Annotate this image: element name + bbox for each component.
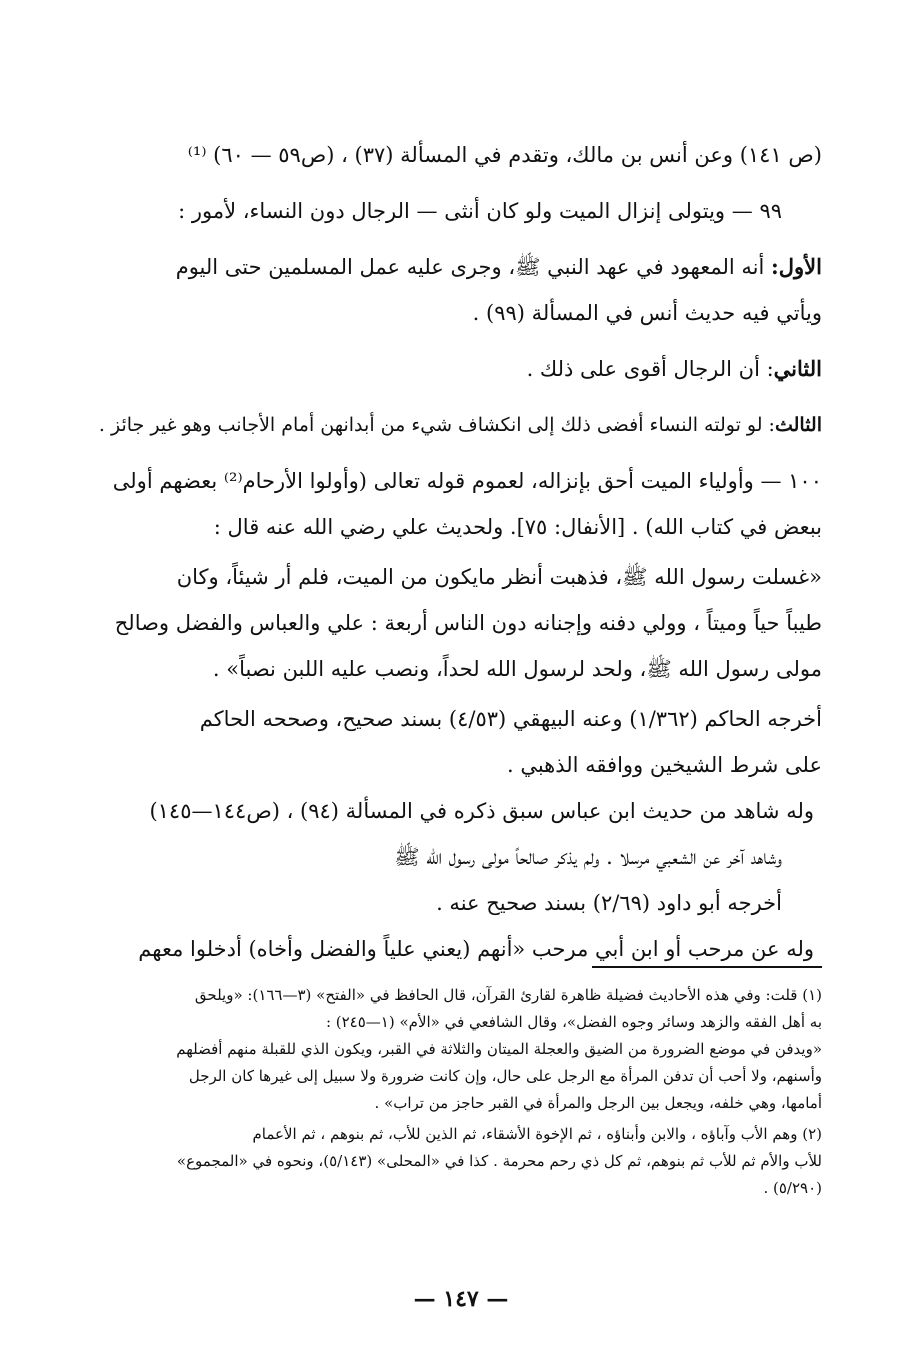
footnote-line: للأب والأم ثم للأب ثم بنوهم، ثم كل ذي رحم محرمة . كذا في «المحلى» (٥/١٤٣)، ونحوه في «المجموع» [176, 1152, 822, 1170]
footnote-line: وأسنهم، ولا أحب أن تدفن المرأة مع الرجل على حال، وإن كانت ضرورة ولا سبيل إلى غيرها كان الرجل [188, 1067, 822, 1085]
text-line: أخرجه الحاكم (١/٣٦٢) وعنه البيهقي (٤/٥٣) بسند صحيح، وصححه الحاكم [199, 707, 822, 731]
text-line: ببعض في كتاب الله) . [الأنفال: ٧٥]. ولحديث علي رضي الله عنه قال : [213, 515, 822, 539]
point-label: الثالث [774, 414, 822, 436]
text-line: طيباً حياً وميتاً ، وولي دفنه وإجنانه دون الناس أربعة : علي والعباس والفضل وصالح [114, 611, 822, 635]
text-line: أخرجه أبو داود (٢/٦٩) بسند صحيح عنه . [436, 891, 782, 915]
footnote-line: به أهل الفقه والزهد وسائر وجوه الفضل»، وقال الشافعي في «الأم» (١—٢٤٥) : [325, 1013, 822, 1031]
text-line: مولى رسول الله ﷺ، ولحد لرسول الله لحداً، ونصب عليه اللبن نصباً» . [212, 657, 822, 681]
footnote-line: (١) قلت: وفي هذه الأحاديث فضيلة ظاهرة لقارئ القرآن، قال الحافظ في «الفتح» (٣—١٦٦): «ويلحق [194, 986, 822, 1004]
page-number: — ١٤٧ — [413, 1286, 509, 1312]
main-text [70, 132, 822, 972]
text-line [70, 244, 822, 290]
footnote-line: أمامها، وهي خلفه، ويجعل بين الرجل والمرأة في القبر حاجز من تراب» . [374, 1094, 822, 1112]
text-line: على شرط الشيخين ووافقه الذهبي . [506, 753, 822, 777]
footnote-line: (٢) وهم الأب وآباؤه ، والابن وأبناؤه ، ثم الإخوة الأشقاء، ثم الذين للأب، ثم بنوهم ، ثم الأعمام [252, 1125, 822, 1143]
text-line: وشاهد آخر عن الشعبي مرسلا . ولم يذكر صالحاً مولى رسول الله ﷺ [394, 845, 782, 869]
text-line: وله عن مرحب أو ابن أبي مرحب «أنهم (يعني علياً والفضل وأخاه) أدخلوا معهم [138, 937, 814, 961]
point-text: أنه المعهود في عهد النبي ﷺ، وجرى عليه عمل المسلمين حتى اليوم [175, 255, 772, 279]
footnote-line: «ويدفن في موضع الضرورة من الضيق والعجلة الميتان والثلاثة في القبر، ويكون الذي للقبلة منهم أفضلهم [176, 1040, 822, 1058]
text-line: ١٠٠ — وأولياء الميت أحق بإنزاله، لعموم قوله تعالى (وأولوا الأرحام⁽²⁾ بعضهم أولى [112, 469, 822, 493]
footnote-divider [592, 966, 822, 968]
text-line: (ص ١٤١) وعن أنس بن مالك، وتقدم في المسألة (٣٧) ، (ص٥٩ — ٦٠) ⁽¹⁾ [187, 143, 822, 167]
text-line: ٩٩ — ويتولى إنزال الميت ولو كان أنثى — الرجال دون النساء، لأمور : [178, 199, 782, 223]
point-label: الثاني [773, 356, 822, 381]
text-line: ويأتي فيه حديث أنس في المسألة (٩٩) . [472, 301, 822, 325]
text-line [70, 346, 822, 392]
point-text: : لو تولته النساء أفضى ذلك إلى انكشاف شيء من أبدانهن أمام الأجانب وهو غير جائز . [98, 414, 775, 436]
point-text: : أن الرجال أقوى على ذلك . [526, 357, 774, 381]
text-line: «غسلت رسول الله ﷺ، فذهبت أنظر مايكون من الميت، فلم أر شيئاً، وكان [176, 565, 822, 589]
footnote-line: (٥/٢٩٠) . [763, 1179, 822, 1197]
footnotes [70, 982, 822, 1202]
text-line: وله شاهد من حديث ابن عباس سبق ذكره في المسألة (٩٤) ، (ص١٤٤—١٤٥) [149, 799, 814, 823]
text-line [70, 402, 822, 448]
point-label: الأول: [771, 254, 822, 279]
